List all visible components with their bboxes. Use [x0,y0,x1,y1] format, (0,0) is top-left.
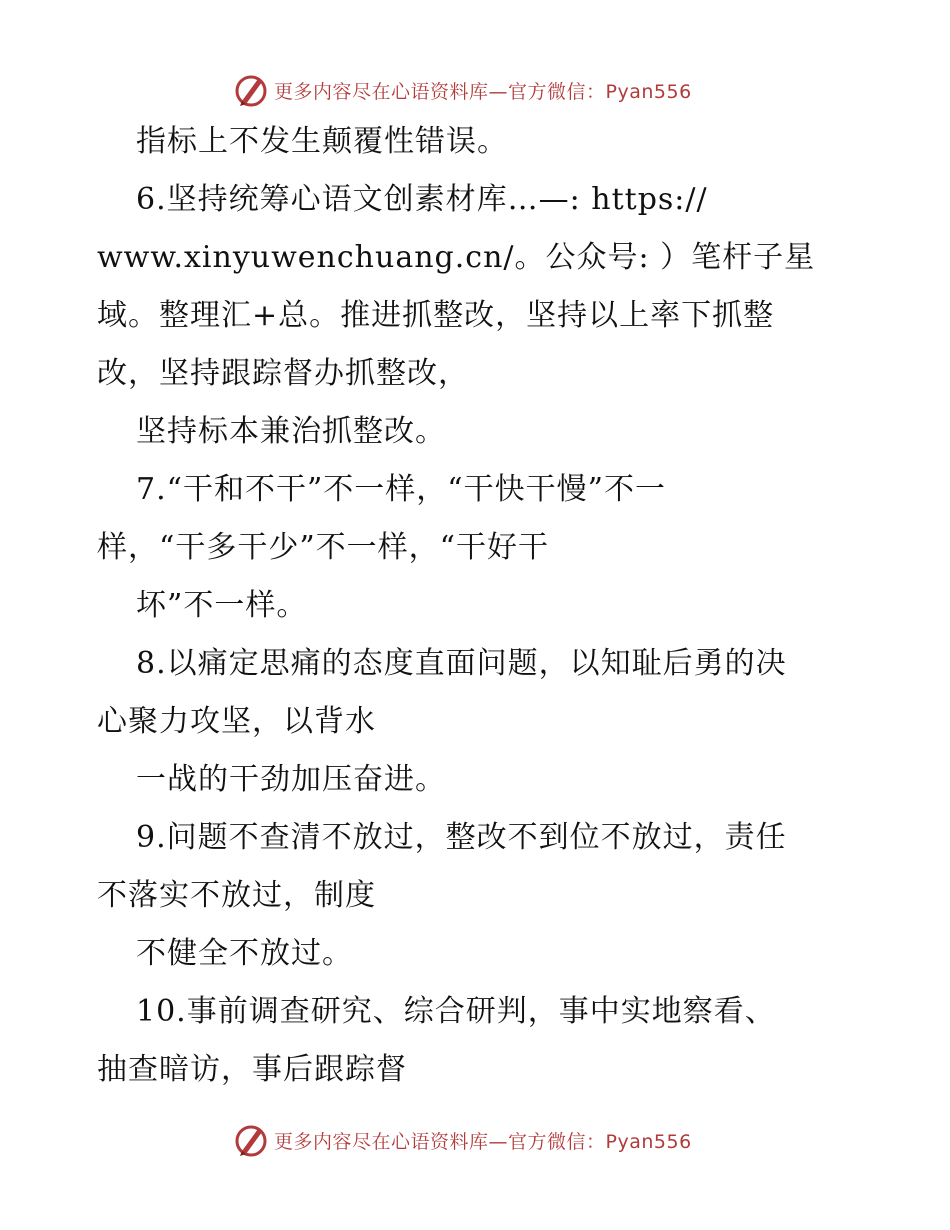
pen-in-circle-icon [232,1121,270,1159]
text-line: 抽查暗访，事后跟踪督 [97,1052,407,1087]
footer-watermark [232,1120,752,1160]
watermark-text: 更多内容尽在心语资料库—官方微信：Pyan556 [274,80,692,103]
text-line: 样，“干多干少”不一样，“干好干 [97,530,550,565]
text-line: 域。整理汇+总。推进抓整改，坚持以上率下抓整 [97,298,775,333]
text-line: 不健全不放过。 [136,936,353,971]
pen-in-circle-icon [232,71,270,109]
text-line: www.xinyuwenchuang.cn/。公众号: ）笔杆子星 [97,240,816,275]
text-line: 8.以痛定思痛的态度直面问题，以知耻后勇的决 [136,646,787,681]
text-line: 7.“干和不干”不一样，“干快干慢”不一 [136,472,666,507]
text-line: 不落实不放过，制度 [97,878,376,913]
text-line: 心聚力攻坚，以背水 [97,704,376,739]
text-line: 9.问题不查清不放过，整改不到位不放过，责任 [136,820,787,855]
header-watermark [232,70,752,110]
text-line: 改，坚持跟踪督办抓整改， [97,356,469,391]
text-line: 6.坚持统筹心语文创素材库…—: https:// [136,182,708,217]
text-line: 坏”不一样。 [136,588,308,623]
watermark-text: 更多内容尽在心语资料库—官方微信：Pyan556 [274,1130,692,1153]
text-line: 指标上不发生颠覆性错误。 [136,124,508,159]
text-line: 10.事前调查研究、综合研判，事中实地察看、 [136,994,776,1029]
text-line: 坚持标本兼治抓整改。 [136,414,446,449]
text-line: 一战的干劲加压奋进。 [136,762,446,797]
